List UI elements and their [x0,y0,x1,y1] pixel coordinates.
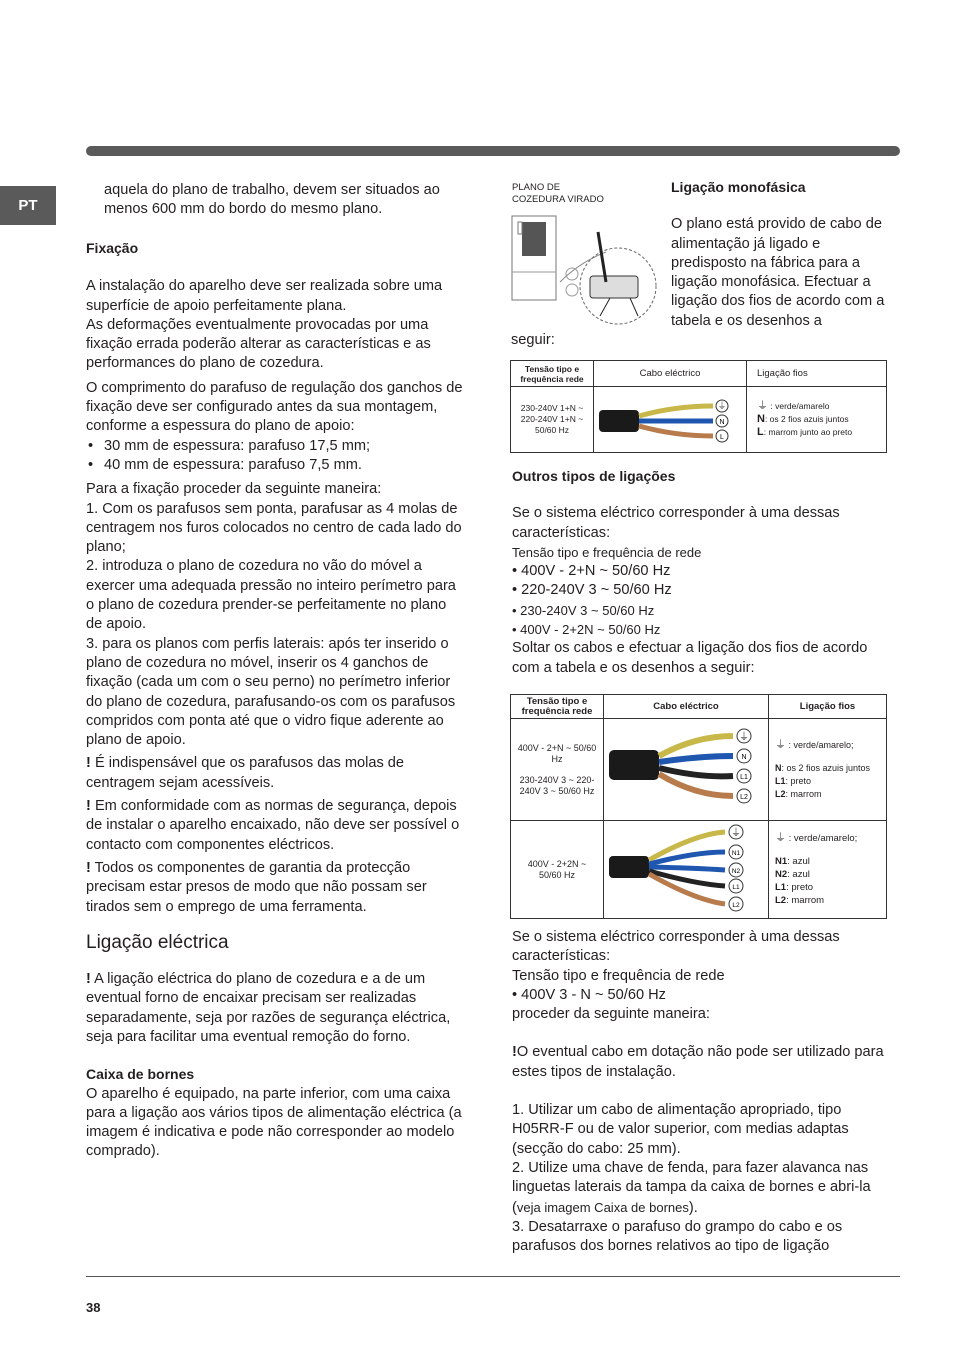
warning-text: Todos os componentes de garantia da protecção precisam estar presos de modo que não possam ser tirados sem o emprego de uma ferramenta. [86,859,427,915]
legend-l2 [775,788,885,801]
legend-key: L2 [775,788,786,799]
step-1: 1. Com os parafusos sem ponta, parafusar as 4 molas de centragem nos furos colocados no centro de cada lado do plano; [86,500,462,556]
step-3: 3. para os planos com perfis laterais: após ter inserido o plano de cozedura no móvel, inserir os 4 ganchos de fixação (cada um com o seu perno) no perímetro inferior do plano de cozedura, parafusando-os com os parafusos compridos com ponta até que o vidro fique aderente ao plano de apoio. [86,635,456,749]
table-header: Cabo eléctrico [604,695,769,719]
cable-drawing [605,822,765,914]
earth-symbol: ⏚ [731,828,741,839]
warning-mark: ! [86,755,91,772]
step-text: 2. Utilize uma chave de fenda, para fazer alavanca nas linguetas laterais da tampa da caixa de bornes e abri-la ( [512,1159,871,1216]
outros-paragraph-1: Se o sistema eléctrico corresponder à uma dessas características: [512,505,840,541]
intro-text: aquela do plano de trabalho, devem ser situados ao menos 600 mm do bordo do mesmo plano. [104,182,440,218]
caixa-paragraph: O aparelho é equipado, na parte inferior, com uma caixa para a ligação aos vários tipos de alimentação eléctrica (a imagem é indicativa e pode não corresponder ao modelo comprado). [86,1085,462,1160]
earth-icon: ⏚ [775,738,786,751]
voltage-text: 230-240V 3 ~ 220-240V 3 ~ 50/60 Hz [519,774,595,796]
paragraph: Se o sistema eléctrico corresponder à uma dessas características: [512,929,840,965]
terminal-label: L1 [740,774,748,781]
legend-key: L2 [775,895,787,906]
legend-cell [769,719,887,821]
warning-mark: ! [86,971,91,988]
intro-paragraph [104,181,464,220]
paragraph: • 400V 3 - N ~ 50/60 Hz [512,986,666,1003]
terminal-label: L1 [732,884,740,891]
wiring-table-other [510,694,887,919]
earth-icon: ⏚ [757,400,768,412]
mono-text: O plano está provido de cabo de alimentação já ligado e predisposto na fábrica para a ligação monofásica. Efectuar a ligação dos fios de acordo com a tabela e os desenhos a [671,216,885,329]
cable-cell [604,821,769,919]
legend-text: : verde/amarelo; [788,833,858,844]
step-1: 1. Utilizar um cabo de alimentação apropriado, tipo H05RR-F ou de valor superior, com medias adaptas (secção do cabo: 25 mm). [512,1102,849,1157]
terminal-label: N [741,754,747,761]
legend-key: N [757,413,765,425]
bullet-item: • 30 mm de espessura: parafuso 17,5 mm; [86,437,466,456]
legend-text: : azul [787,856,810,867]
legend-key: N1 [775,856,788,867]
legend-key: N2 [775,869,788,880]
legend-text: : preto [786,882,814,893]
paragraph: proceder da seguinte maneira: [512,1006,710,1023]
table-header: Cabo eléctrico [594,361,747,387]
ligacao-heading: Ligação eléctrica [86,931,229,953]
paragraph: Tensão tipo e frequência de rede [512,967,725,984]
step-2 [512,1159,892,1218]
bullet-item: • 40 mm de espessura: parafuso 7,5 mm. [86,456,466,475]
outros-bullet-text: 220-240V 3 ~ 50/60 Hz [521,582,672,599]
table-header: Tensão tipo e frequência rede [511,361,594,387]
voltage-cell [511,719,604,821]
warning-mark: ! [86,798,91,815]
terminal-label: N2 [731,868,741,875]
outros-paragraph-2: Soltar os cabos e efectuar a ligação dos fios de acordo com a tabela e os desenhos a seguir: [512,640,868,676]
left-column [86,239,466,1162]
warning-2 [86,797,466,855]
legend-key: L1 [775,775,786,786]
cable-drawing [595,388,743,448]
legend-text: : marrom [785,788,822,799]
footer-rule [86,1276,900,1277]
legend-earth [775,832,885,845]
outros-bullet: • 230-240V 3 ~ 50/60 Hz [512,602,655,618]
legend-text: : preto [785,775,812,786]
terminal-label: L [720,434,724,441]
figure-caption-line: PLANO DE [512,182,561,193]
earth-symbol: ⏚ [717,401,727,411]
fix-paragraph-4: Para a fixação proceder da seguinte maneira: [86,481,382,498]
outros-bullet-text: 230-240V 3 ~ 50/60 Hz [520,602,655,618]
wiring-table-monophase [510,360,887,453]
header-bar [86,146,900,156]
terminal-label: N1 [731,850,741,857]
legend-key: N [775,762,782,773]
cable-cell [604,719,769,821]
hob-illustration [510,212,660,332]
language-tab: PT [0,186,56,225]
outros-bullet-text: 400V - 2+2N ~ 50/60 Hz [520,622,661,638]
voltage-cell: 400V - 2+2N ~ 50/60 Hz [511,821,604,919]
cable-cell [594,387,747,453]
warning-1 [86,754,466,793]
cross-reference: veja imagem Caixa de bornes [516,1199,689,1215]
outros-bullet-text: 400V - 2+N ~ 50/60 Hz [521,563,671,580]
warning-text: A ligação eléctrica do plano de cozedura e a de um eventual forno de encaixar precisam ser realizadas separadamente, seja por razões de segurança eléctrica, seja para facilitar uma eventual remoção do forno. [86,971,451,1045]
fix-paragraph-3: O comprimento do parafuso de regulação dos ganchos de fixação deve ser configurado antes da sua montagem, conforme a espessura do plano de apoio: [86,379,463,435]
legend-l2 [775,894,885,907]
legend-key: L [757,426,764,438]
legend-text: : marrom [786,895,825,906]
legend-n [775,762,885,775]
figure-caption-line: COZEDURA VIRADO [512,194,604,205]
outros-label: Tensão tipo e frequência de rede [512,544,702,560]
legend-text: : marrom junto ao preto [763,427,853,437]
warning-mark: ! [86,859,91,876]
earth-icon: ⏚ [775,832,786,844]
legend-text: : azul [787,869,810,880]
warning-3 [86,859,466,917]
caixa-heading: Caixa de bornes [86,1066,195,1083]
legend-earth [757,400,885,413]
table-header: Ligação fios [747,361,887,387]
terminal-label: L2 [740,794,748,801]
table-header: Ligação fios [769,695,887,719]
mono-heading: Ligação monofásica [671,179,806,195]
legend-cell [769,821,887,919]
outros-bullet: • 400V - 2+2N ~ 50/60 Hz [512,622,661,638]
legend-n2 [775,868,885,881]
fixacao-heading: Fixação [86,240,139,256]
legend-text: : verde/amarelo [770,401,830,411]
outros-bullet: • 220-240V 3 ~ 50/60 Hz [512,582,672,599]
legend-n1 [775,855,885,868]
figure-caption [512,182,604,206]
legend-l1 [775,775,885,788]
mono-section [671,178,886,331]
warning-text: É indispensável que os parafusos das molas de centragem sejam acessíveis. [86,755,405,791]
legend-key: L1 [775,882,787,893]
outros-bullet: • 400V - 2+N ~ 50/60 Hz [512,563,671,580]
step-3: 3. Desatarraxe o parafuso do grampo do cabo e os parafusos dos bornes relativos ao tipo de ligação [512,1218,843,1255]
step-2: 2. introduza o plano de cozedura no vão do móvel a exercer uma adequada pressão no inteiro perímetro para o plano de cozedura prender-se perfeitamente no plano de apoio. [86,558,456,633]
voltage-text: 400V - 2+N ~ 50/60 Hz [517,742,597,764]
outros-section [512,467,892,678]
table-header: Tensão tipo e frequência rede [511,695,604,719]
voltage-cell: 230-240V 1+N ~ 220-240V 1+N ~ 50/60 Hz [511,387,594,453]
legend-l [757,426,885,439]
fix-paragraph-1: A instalação do aparelho deve ser realizada sobre uma superfície de apoio perfeitamente plana. [86,278,443,314]
terminal-label: L2 [732,902,740,909]
three-phase-section [512,928,892,1256]
legend-l1 [775,881,885,894]
terminal-label: N [719,419,725,426]
outros-heading: Outros tipos de ligações [512,468,676,484]
legend-cell [747,387,887,453]
warning-text: Em conformidade com as normas de segurança, depois de instalar o aparelho encaixado, não deve ser possível o contacto com componentes eléctricos. [86,798,460,853]
earth-symbol: ⏚ [739,732,749,743]
fix-paragraph-2: As deformações eventualmente provocadas por uma fixação errada poderão alterar as características e as performances do plano de cozedura. [86,316,431,372]
warning-mark: ! [512,1044,517,1061]
warning-5 [512,1043,892,1082]
cable-drawing [605,720,765,816]
warning-text: O eventual cabo em dotação não pode ser utilizado para estes tipos de instalação. [512,1044,884,1080]
step-text: ). [688,1199,698,1216]
page-number: 38 [86,1300,101,1315]
mono-text-end: seguir: [511,332,555,348]
legend-text: : os 2 fios azuis juntos [764,414,849,424]
legend-n [757,413,885,426]
legend-text: : os 2 fios azuis juntos [781,762,871,773]
warning-4 [86,970,466,1047]
legend-text: : verde/amarelo; [788,739,854,750]
legend-earth [775,739,885,752]
